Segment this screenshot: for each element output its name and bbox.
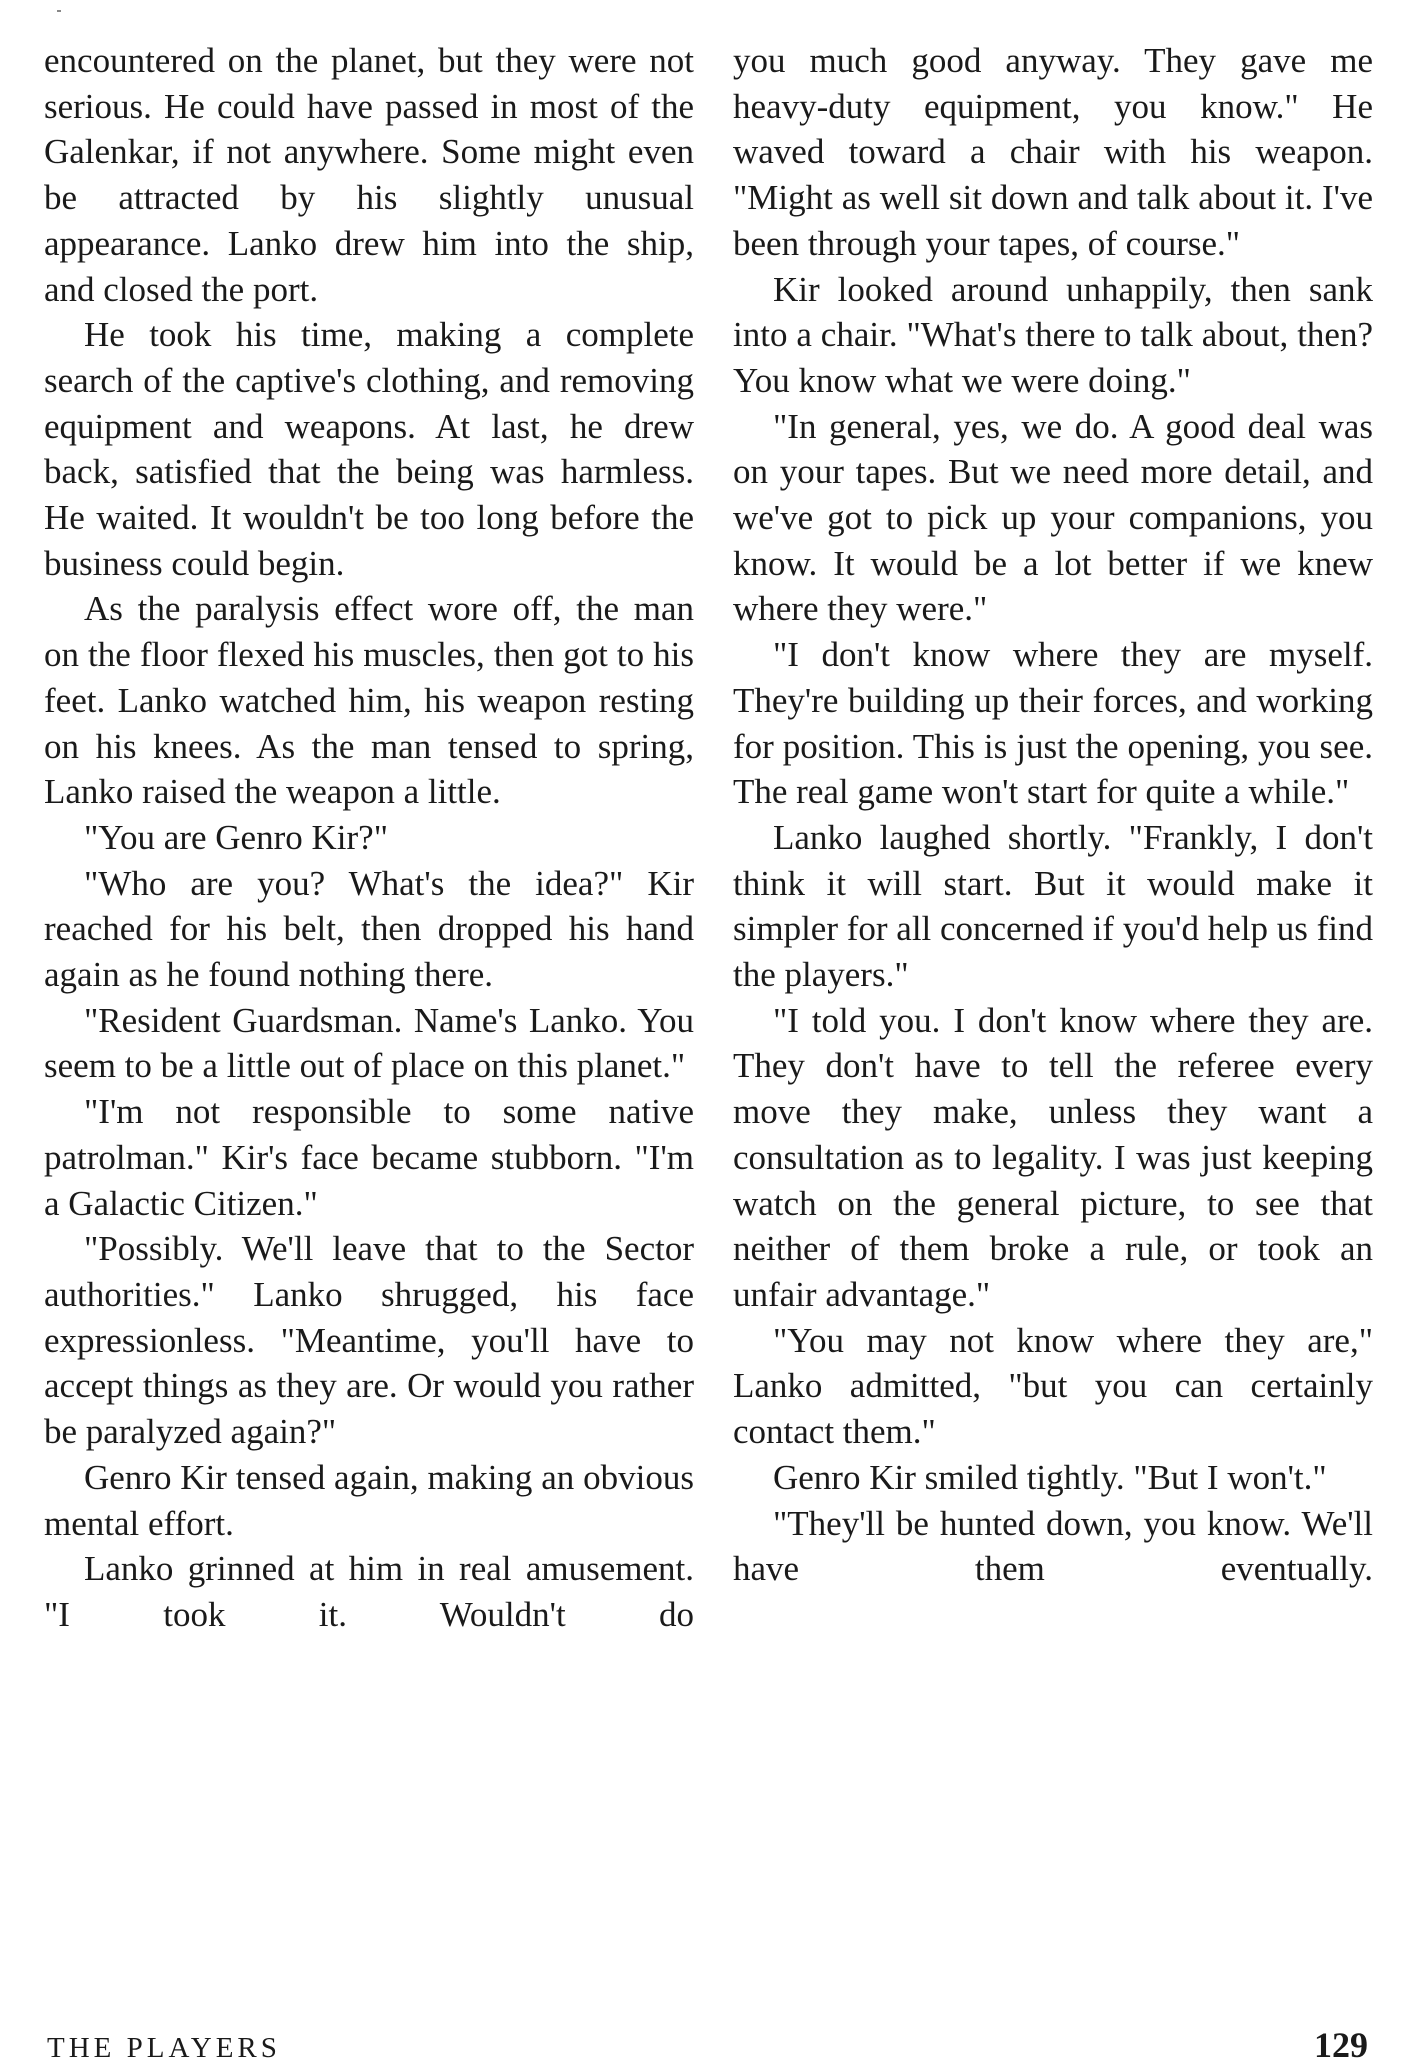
- scan-speck: [57, 10, 61, 12]
- paragraph: "They'll be hunted down, you know. We'll have them eventually.: [733, 1503, 1373, 1589]
- paragraph: Genro Kir tensed again, making an obvious mental effort.: [44, 1457, 694, 1543]
- paragraph: Genro Kir smiled tightly. "But I won't.": [773, 1457, 1327, 1497]
- paragraph: "Possibly. We'll leave that to the Sector authorities." Lanko shrugged, his face expressionless. "Meantime, you'll have to accept things as they are. Or would you rather be paralyzed again?": [44, 1229, 694, 1452]
- left-column: [44, 38, 694, 1638]
- paragraph: "You may not know where they are," Lanko admitted, "but you can certainly contact them.": [733, 1320, 1373, 1452]
- paragraph: encountered on the planet, but they were not serious. He could have passed in most of the Galenkar, if not anywhere. Some might even be attracted by his slightly unusual appearance. Lanko drew him into the ship, and closed the port.: [44, 41, 694, 309]
- paragraph: Lanko grinned at him in real amusement. "I took it. Wouldn't do: [44, 1549, 694, 1634]
- paragraph: "You are Genro Kir?": [84, 817, 388, 857]
- running-title: THE PLAYERS: [47, 2032, 281, 2064]
- paragraph: "Who are you? What's the idea?" Kir reached for his belt, then dropped his hand again as he found nothing there.: [44, 863, 694, 995]
- paragraph: "I'm not responsible to some native patrolman." Kir's face became stubborn. "I'm a Galactic Citizen.": [44, 1092, 694, 1223]
- paragraph: He took his time, making a complete search of the captive's clothing, and removing equipment and weapons. At last, he drew back, satisfied that the being was harmless. He waited. It wouldn't be too long before the business could begin.: [44, 315, 694, 583]
- paragraph: As the paralysis effect wore off, the man on the floor flexed his muscles, then got to his feet. Lanko watched him, his weapon resting on his knees. As the man tensed to spring, Lanko raised the weapon a little.: [44, 589, 694, 812]
- paragraph: "I told you. I don't know where they are. They don't have to tell the referee every move they make, unless they want a consultation as to legality. I was just keeping watch on the general picture, to see that neither of them broke a rule, or took an unfair advantage.": [733, 1000, 1373, 1314]
- paragraph: "I don't know where they are myself. They're building up their forces, and working for position. This is just the opening, you see. The real game won't start for quite a while.": [733, 635, 1373, 812]
- paragraph: "In general, yes, we do. A good deal was on your tapes. But we need more detail, and we've got to pick up your companions, you know. It would be a lot better if we knew where they were.": [733, 406, 1373, 629]
- paragraph: you much good anyway. They gave me heavy-duty equipment, you know." He waved toward a chair with his weapon. "Might as well sit down and talk about it. I've been through your tapes, of course.": [733, 41, 1373, 263]
- paragraph: "Resident Guardsman. Name's Lanko. You seem to be a little out of place on this planet.": [44, 1000, 694, 1086]
- paragraph: Lanko laughed shortly. "Frankly, I don't think it will start. But it would make it simpler for all concerned if you'd help us find the players.": [733, 817, 1374, 995]
- paragraph: Kir looked around unhappily, then sank into a chair. "What's there to talk about, then? You know what we were doing.": [733, 269, 1373, 400]
- right-column: [733, 38, 1373, 1592]
- page-number: 129: [1314, 2025, 1368, 2065]
